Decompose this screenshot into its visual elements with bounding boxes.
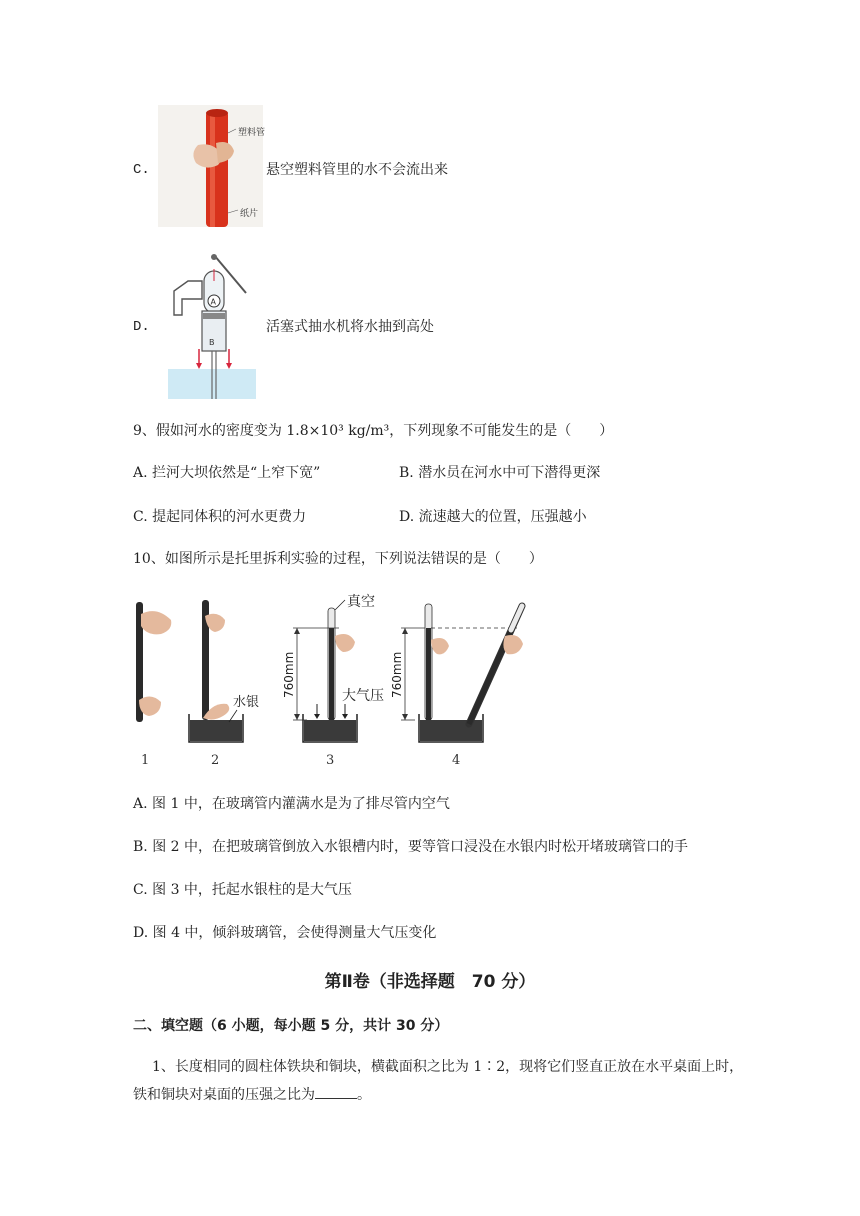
q9-option-b: B. 潜水员在河水中可下潜得更深 [399, 465, 601, 481]
q10-option-c: C. 图 3 中，托起水银柱的是大气压 [133, 882, 352, 898]
fig-label-2: 2 [211, 753, 220, 768]
valve-a-label: A [210, 297, 216, 307]
q10-stem: 10、如图所示是托里拆利实验的过程，下列说法错误的是（ ） [133, 551, 543, 567]
torricelli-figure [125, 590, 545, 772]
q10-option-d: D. 图 4 中，倾斜玻璃管，会使得测量大气压变化 [133, 925, 437, 941]
option-d-letter: D. [133, 319, 150, 335]
height-label-4: 760mm [390, 651, 404, 698]
option-c-text: 悬空塑料管里的水不会流出来 [266, 162, 448, 178]
q9-option-d: D. 流速越大的位置，压强越小 [399, 509, 587, 525]
fill-q1-end: 。 [357, 1087, 371, 1103]
vacuum-label: 真空 [347, 594, 375, 610]
fig-label-3: 3 [326, 753, 335, 768]
q9-option-c: C. 提起同体积的河水更费力 [133, 509, 307, 525]
fill-q1-line2 [133, 1086, 371, 1104]
option-c-letter: C. [133, 162, 150, 178]
option-d [0, 253, 860, 400]
section-title: 第Ⅱ卷（非选择题 70 分） [324, 972, 536, 992]
tube-label: 塑料管 [238, 128, 266, 138]
atm-label: 大气压 [342, 688, 384, 704]
section-heading: 二、填空题（6 小题，每小题 5 分，共计 30 分） [133, 1018, 449, 1034]
piston-pump-image [168, 253, 256, 399]
mercury-label: 水银 [233, 695, 260, 710]
q9-stem: 9、假如河水的密度变为 1.8×10³ kg/m³，下列现象不可能发生的是（ ） [133, 423, 614, 439]
option-d-text: 活塞式抽水机将水抽到高处 [266, 319, 434, 335]
q10-option-b: B. 图 2 中，在把玻璃管倒放入水银槽内时，要等管口浸没在水银内时松开堵玻璃管口的手 [133, 839, 688, 855]
fig-label-1: 1 [141, 753, 150, 768]
q10-option-a: A. 图 1 中，在玻璃管内灌满水是为了排尽管内空气 [133, 796, 450, 812]
fill-q1-text: 铁和铜块对桌面的压强之比为 [133, 1087, 315, 1103]
fig-label-4: 4 [452, 753, 461, 768]
fill-q1-line1: 1、长度相同的圆柱体铁块和铜块，横截面积之比为 1∶2，现将它们竖直正放在水平桌面上时， [152, 1059, 744, 1075]
height-label-3: 760mm [282, 651, 296, 698]
q9-option-a: A. 拦河大坝依然是“上窄下宽” [133, 465, 321, 481]
paper-label: 纸片 [240, 209, 259, 219]
answer-blank[interactable] [315, 1086, 357, 1099]
valve-b-label: B [209, 338, 215, 347]
option-c [0, 105, 860, 230]
